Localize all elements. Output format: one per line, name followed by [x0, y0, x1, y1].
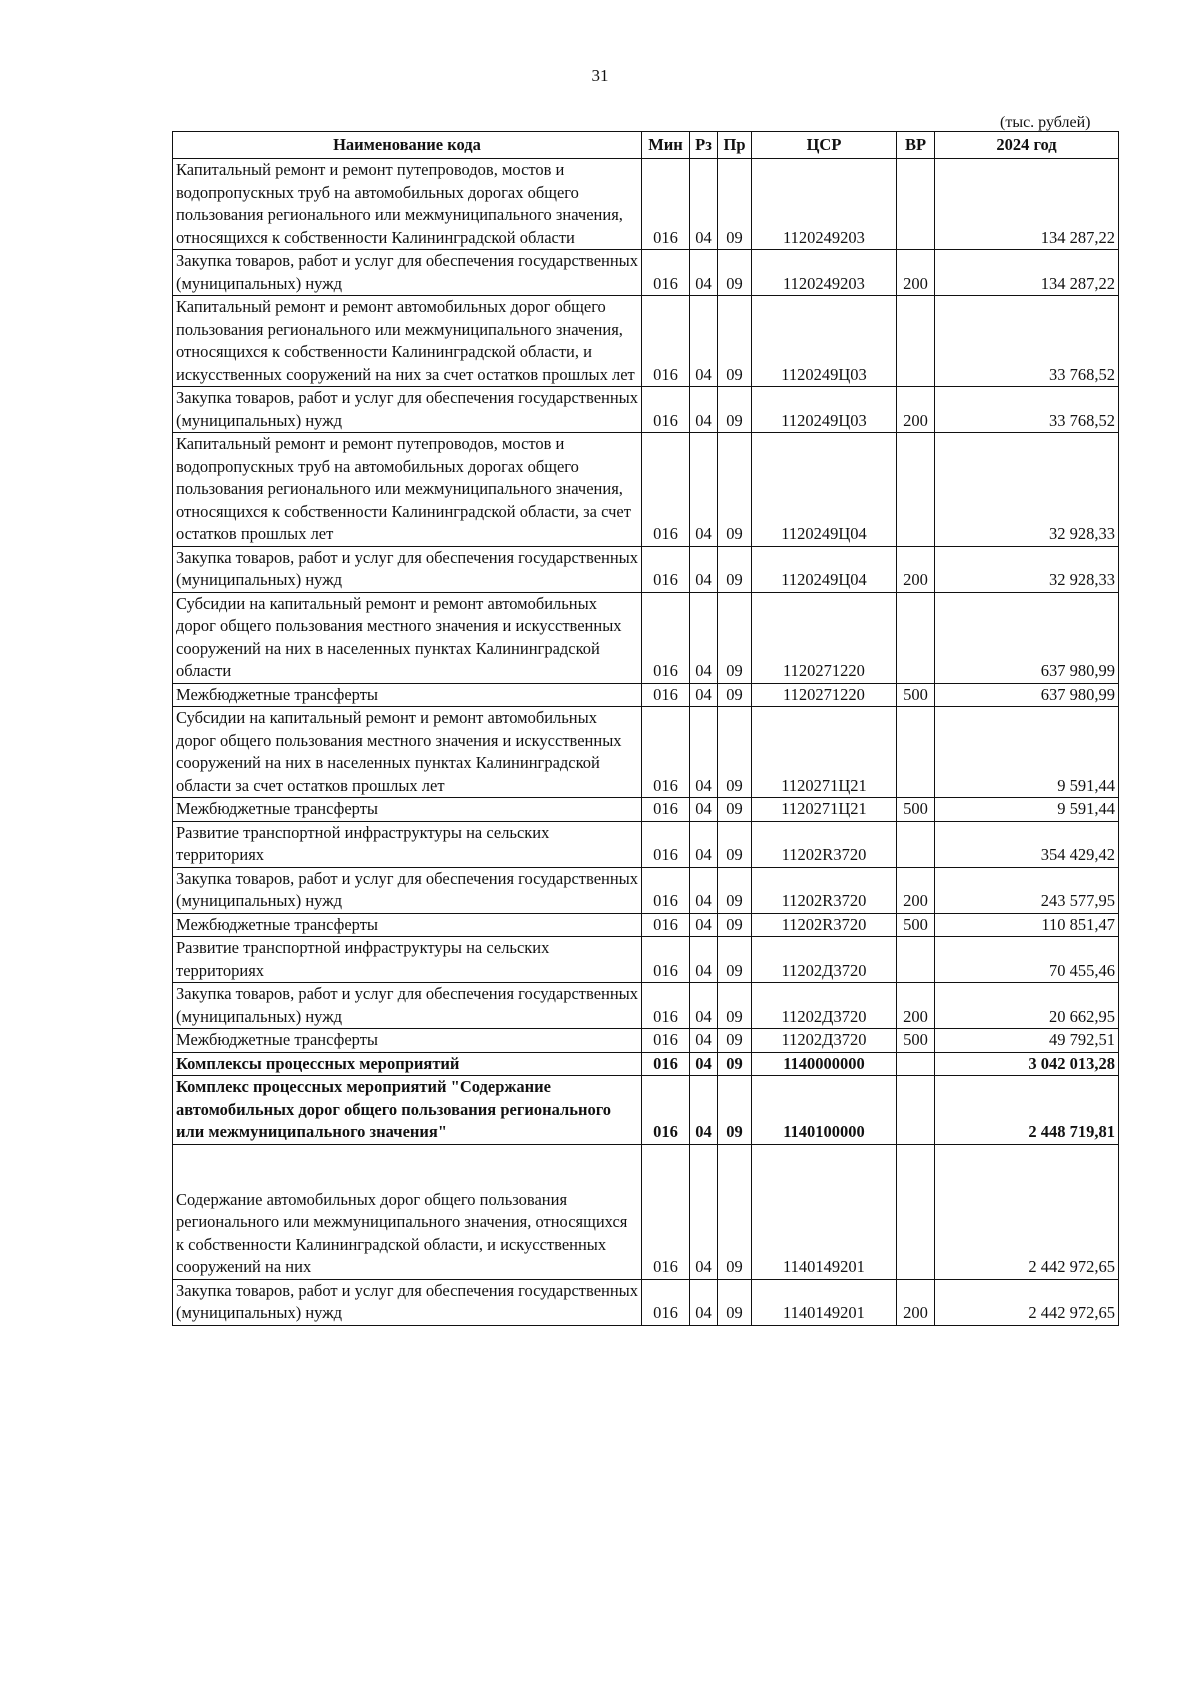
header-year: 2024 год: [935, 132, 1119, 159]
row-name: Капитальный ремонт и ремонт путепроводов, мостов и водопропускных труб на автомобильных дорогах общего пользования регионального или межмуниципального значения, относящихся к собственности Калининградской области: [173, 159, 642, 250]
row-min: 016: [642, 1052, 690, 1076]
row-pr: 09: [718, 683, 752, 707]
row-min: 016: [642, 707, 690, 798]
row-amount: 637 980,99: [935, 592, 1119, 683]
row-vr: 500: [897, 913, 935, 937]
table-row: [173, 1076, 1119, 1145]
table-row: [173, 798, 1119, 822]
row-vr: [897, 1144, 935, 1279]
row-min: 016: [642, 1144, 690, 1279]
row-vr: [897, 1052, 935, 1076]
page-number: 31: [591, 66, 609, 85]
row-name: Закупка товаров, работ и услуг для обеспечения государственных (муниципальных) нужд: [173, 250, 642, 296]
row-min: 016: [642, 387, 690, 433]
row-rz: 04: [690, 707, 718, 798]
row-min: 016: [642, 296, 690, 387]
row-pr: 09: [718, 546, 752, 592]
row-name: Закупка товаров, работ и услуг для обеспечения государственных (муниципальных) нужд: [173, 387, 642, 433]
row-csr: 11202Д3720: [752, 937, 897, 983]
row-pr: 09: [718, 1279, 752, 1325]
row-csr: 1140100000: [752, 1076, 897, 1145]
row-name: Содержание автомобильных дорог общего пользования регионального или межмуниципального значения, относящихся к собственности Калининградской области, и искусственных сооружений на них: [173, 1144, 642, 1279]
row-rz: 04: [690, 433, 718, 547]
row-min: 016: [642, 913, 690, 937]
row-amount: 32 928,33: [935, 546, 1119, 592]
row-rz: 04: [690, 1279, 718, 1325]
row-rz: 04: [690, 250, 718, 296]
table-row: [173, 683, 1119, 707]
row-rz: 04: [690, 1052, 718, 1076]
row-name: Закупка товаров, работ и услуг для обеспечения государственных (муниципальных) нужд: [173, 983, 642, 1029]
table-row: [173, 1029, 1119, 1053]
row-rz: 04: [690, 159, 718, 250]
row-csr: 1140149201: [752, 1279, 897, 1325]
row-csr: 11202R3720: [752, 913, 897, 937]
row-pr: 09: [718, 798, 752, 822]
row-name: Межбюджетные трансферты: [173, 683, 642, 707]
row-rz: 04: [690, 387, 718, 433]
table-row: [173, 1144, 1119, 1279]
row-vr: [897, 159, 935, 250]
row-name: Комплексы процессных мероприятий: [173, 1052, 642, 1076]
units-label: (тыс. рублей): [1000, 114, 1091, 131]
row-vr: [897, 707, 935, 798]
row-amount: 354 429,42: [935, 821, 1119, 867]
row-csr: 1120271Ц21: [752, 707, 897, 798]
row-min: 016: [642, 433, 690, 547]
table-row: [173, 546, 1119, 592]
row-name: Развитие транспортной инфраструктуры на сельских территориях: [173, 937, 642, 983]
row-rz: 04: [690, 821, 718, 867]
row-rz: 04: [690, 983, 718, 1029]
table-row: [173, 250, 1119, 296]
row-amount: 134 287,22: [935, 250, 1119, 296]
header-rz: Рз: [690, 132, 718, 159]
row-rz: 04: [690, 296, 718, 387]
row-vr: [897, 592, 935, 683]
row-rz: 04: [690, 1076, 718, 1145]
row-min: 016: [642, 592, 690, 683]
row-amount: 3 042 013,28: [935, 1052, 1119, 1076]
row-name: Капитальный ремонт и ремонт путепроводов, мостов и водопропускных труб на автомобильных дорогах общего пользования регионального или межмуниципального значения, относящихся к собственности Калининградской области, за счет остатков прошлых лет: [173, 433, 642, 547]
row-amount: 49 792,51: [935, 1029, 1119, 1053]
row-min: 016: [642, 159, 690, 250]
row-csr: 1120271Ц21: [752, 798, 897, 822]
table-row: [173, 296, 1119, 387]
table-row: [173, 821, 1119, 867]
row-vr: 200: [897, 867, 935, 913]
row-csr: 1120249Ц04: [752, 433, 897, 547]
row-min: 016: [642, 798, 690, 822]
row-pr: 09: [718, 1144, 752, 1279]
table-row: [173, 1052, 1119, 1076]
row-csr: 11202R3720: [752, 821, 897, 867]
row-min: 016: [642, 1279, 690, 1325]
row-csr: 11202Д3720: [752, 1029, 897, 1053]
row-amount: 20 662,95: [935, 983, 1119, 1029]
row-amount: 9 591,44: [935, 707, 1119, 798]
row-amount: 2 448 719,81: [935, 1076, 1119, 1145]
row-vr: 500: [897, 1029, 935, 1053]
row-vr: 200: [897, 983, 935, 1029]
row-pr: 09: [718, 159, 752, 250]
row-min: 016: [642, 821, 690, 867]
row-csr: 1120271220: [752, 592, 897, 683]
row-vr: [897, 296, 935, 387]
row-name: Субсидии на капитальный ремонт и ремонт автомобильных дорог общего пользования местного значения и искусственных сооружений на них в населенных пунктах Калининградской области: [173, 592, 642, 683]
table-row: [173, 159, 1119, 250]
header-csr: ЦСР: [752, 132, 897, 159]
row-min: 016: [642, 983, 690, 1029]
row-csr: 1120271220: [752, 683, 897, 707]
row-name: Межбюджетные трансферты: [173, 913, 642, 937]
row-rz: 04: [690, 1029, 718, 1053]
table-row: [173, 913, 1119, 937]
row-csr: 1120249203: [752, 159, 897, 250]
row-vr: 500: [897, 683, 935, 707]
table-row: [173, 707, 1119, 798]
row-csr: 1120249Ц03: [752, 387, 897, 433]
row-pr: 09: [718, 707, 752, 798]
table-row: [173, 867, 1119, 913]
row-csr: 11202Д3720: [752, 983, 897, 1029]
row-amount: 32 928,33: [935, 433, 1119, 547]
row-vr: 200: [897, 546, 935, 592]
row-name: Межбюджетные трансферты: [173, 1029, 642, 1053]
row-min: 016: [642, 683, 690, 707]
row-rz: 04: [690, 867, 718, 913]
row-min: 016: [642, 1076, 690, 1145]
row-rz: 04: [690, 683, 718, 707]
budget-table: [172, 131, 1119, 1326]
table-row: [173, 433, 1119, 547]
table-row: [173, 1279, 1119, 1325]
row-name: Комплекс процессных мероприятий "Содержание автомобильных дорог общего пользования регионального или межмуниципального значения": [173, 1076, 642, 1145]
row-vr: 500: [897, 798, 935, 822]
row-csr: 1120249203: [752, 250, 897, 296]
row-vr: [897, 937, 935, 983]
row-pr: 09: [718, 1052, 752, 1076]
row-amount: 110 851,47: [935, 913, 1119, 937]
row-pr: 09: [718, 592, 752, 683]
header-name: Наименование кода: [173, 132, 642, 159]
row-pr: 09: [718, 387, 752, 433]
row-rz: 04: [690, 592, 718, 683]
row-min: 016: [642, 1029, 690, 1053]
row-pr: 09: [718, 433, 752, 547]
row-name: Субсидии на капитальный ремонт и ремонт автомобильных дорог общего пользования местного значения и искусственных сооружений на них в населенных пунктах Калининградской области за счет остатков прошлых лет: [173, 707, 642, 798]
row-pr: 09: [718, 937, 752, 983]
row-name: Межбюджетные трансферты: [173, 798, 642, 822]
row-min: 016: [642, 867, 690, 913]
row-csr: 1140000000: [752, 1052, 897, 1076]
row-csr: 11202R3720: [752, 867, 897, 913]
row-name: Развитие транспортной инфраструктуры на сельских территориях: [173, 821, 642, 867]
row-rz: 04: [690, 1144, 718, 1279]
table-row: [173, 983, 1119, 1029]
row-pr: 09: [718, 867, 752, 913]
row-rz: 04: [690, 798, 718, 822]
row-rz: 04: [690, 937, 718, 983]
row-name: Закупка товаров, работ и услуг для обеспечения государственных (муниципальных) нужд: [173, 1279, 642, 1325]
header-min: Мин: [642, 132, 690, 159]
row-pr: 09: [718, 1076, 752, 1145]
row-pr: 09: [718, 250, 752, 296]
row-amount: 637 980,99: [935, 683, 1119, 707]
row-min: 016: [642, 937, 690, 983]
header-vr: ВР: [897, 132, 935, 159]
row-pr: 09: [718, 983, 752, 1029]
table-header-row: [173, 132, 1119, 159]
row-csr: 1120249Ц03: [752, 296, 897, 387]
row-vr: 200: [897, 387, 935, 433]
row-min: 016: [642, 250, 690, 296]
row-amount: 2 442 972,65: [935, 1279, 1119, 1325]
row-vr: [897, 821, 935, 867]
row-csr: 1140149201: [752, 1144, 897, 1279]
row-amount: 243 577,95: [935, 867, 1119, 913]
table-row: [173, 592, 1119, 683]
row-pr: 09: [718, 296, 752, 387]
row-vr: 200: [897, 250, 935, 296]
row-name: Капитальный ремонт и ремонт автомобильных дорог общего пользования регионального или межмуниципального значения, относящихся к собственности Калининградской области, и искусственных сооружений на них за счет остатков прошлых лет: [173, 296, 642, 387]
row-rz: 04: [690, 546, 718, 592]
row-amount: 70 455,46: [935, 937, 1119, 983]
table-row: [173, 937, 1119, 983]
row-amount: 9 591,44: [935, 798, 1119, 822]
row-name: Закупка товаров, работ и услуг для обеспечения государственных (муниципальных) нужд: [173, 867, 642, 913]
header-pr: Пр: [718, 132, 752, 159]
row-vr: [897, 1076, 935, 1145]
row-pr: 09: [718, 821, 752, 867]
row-amount: 134 287,22: [935, 159, 1119, 250]
row-rz: 04: [690, 913, 718, 937]
row-vr: [897, 433, 935, 547]
row-amount: 2 442 972,65: [935, 1144, 1119, 1279]
row-min: 016: [642, 546, 690, 592]
row-amount: 33 768,52: [935, 387, 1119, 433]
row-amount: 33 768,52: [935, 296, 1119, 387]
row-pr: 09: [718, 1029, 752, 1053]
row-pr: 09: [718, 913, 752, 937]
row-vr: 200: [897, 1279, 935, 1325]
row-name: Закупка товаров, работ и услуг для обеспечения государственных (муниципальных) нужд: [173, 546, 642, 592]
row-csr: 1120249Ц04: [752, 546, 897, 592]
table-row: [173, 387, 1119, 433]
